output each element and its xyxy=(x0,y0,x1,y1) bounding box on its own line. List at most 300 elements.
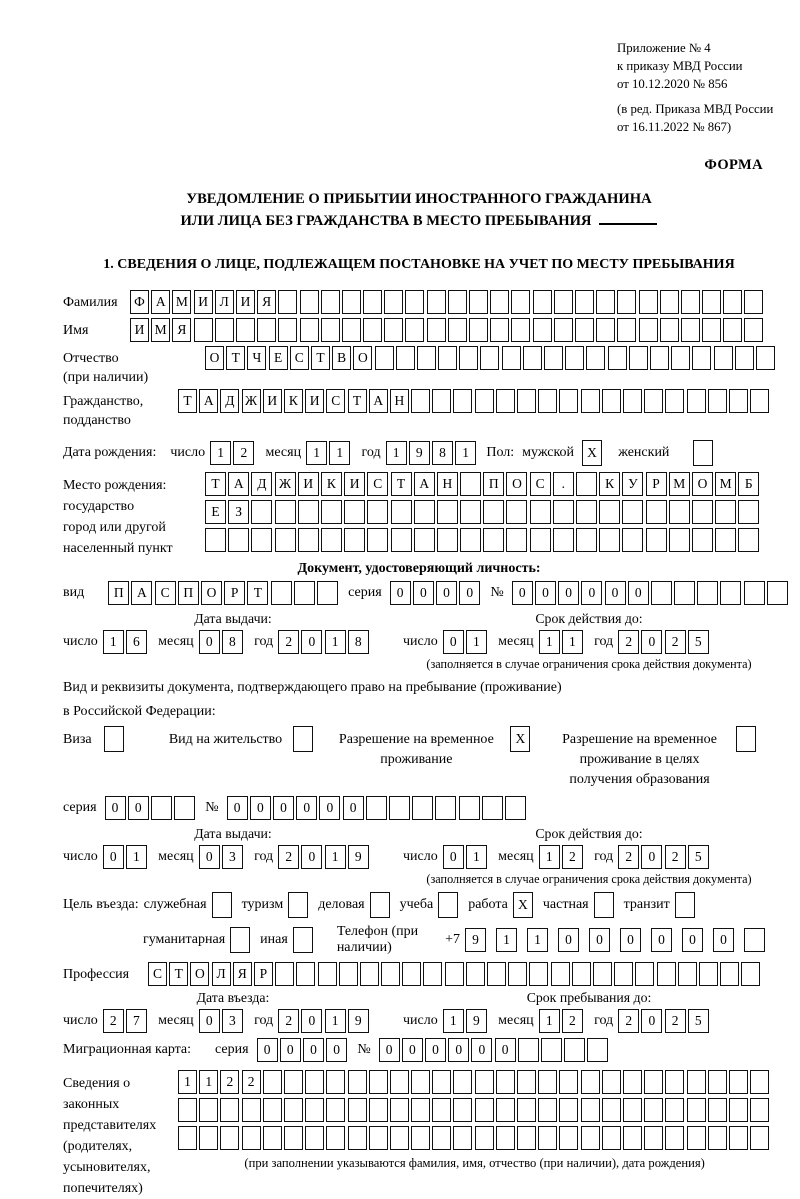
char-cell[interactable] xyxy=(483,528,504,552)
char-cell[interactable] xyxy=(411,389,430,413)
char-cell[interactable]: А xyxy=(228,472,249,496)
char-cell[interactable] xyxy=(432,1126,451,1150)
birthplace-row2-cells[interactable] xyxy=(205,500,762,524)
char-cell[interactable]: Т xyxy=(391,472,412,496)
char-cell[interactable] xyxy=(405,318,424,342)
char-cell[interactable] xyxy=(559,1098,578,1122)
char-cell[interactable]: К xyxy=(321,472,342,496)
char-cell[interactable]: 0 xyxy=(402,1038,423,1062)
char-cell[interactable] xyxy=(553,500,574,524)
char-cell[interactable]: 6 xyxy=(126,630,147,654)
char-cell[interactable]: К xyxy=(599,472,620,496)
doc-number-cells[interactable] xyxy=(512,581,790,605)
purpose-work-checkbox[interactable]: X xyxy=(513,892,533,918)
char-cell[interactable] xyxy=(437,500,458,524)
char-cell[interactable] xyxy=(284,1098,303,1122)
char-cell[interactable] xyxy=(697,581,718,605)
char-cell[interactable] xyxy=(496,1098,515,1122)
char-cell[interactable] xyxy=(502,346,521,370)
char-cell[interactable]: 0 xyxy=(105,796,126,820)
char-cell[interactable]: Д xyxy=(220,389,239,413)
char-cell[interactable] xyxy=(576,500,597,524)
char-cell[interactable] xyxy=(692,346,711,370)
char-cell[interactable]: И xyxy=(130,318,149,342)
char-cell[interactable] xyxy=(692,500,713,524)
char-cell[interactable]: 0 xyxy=(280,1038,301,1062)
birthplace-row3-cells[interactable] xyxy=(205,528,762,552)
char-cell[interactable] xyxy=(575,290,594,314)
purpose-private-checkbox[interactable] xyxy=(594,892,614,918)
purpose-tourism-checkbox[interactable] xyxy=(288,892,308,918)
char-cell[interactable] xyxy=(411,1126,430,1150)
char-cell[interactable] xyxy=(414,500,435,524)
char-cell[interactable] xyxy=(617,290,636,314)
char-cell[interactable] xyxy=(305,1098,324,1122)
char-cell[interactable] xyxy=(348,1098,367,1122)
char-cell[interactable] xyxy=(639,318,658,342)
char-cell[interactable] xyxy=(369,1070,388,1094)
char-cell[interactable]: 0 xyxy=(103,845,124,869)
char-cell[interactable] xyxy=(194,318,213,342)
char-cell[interactable] xyxy=(263,1070,282,1094)
char-cell[interactable]: О xyxy=(205,346,224,370)
char-cell[interactable]: 0 xyxy=(620,928,641,952)
char-cell[interactable]: 0 xyxy=(303,1038,324,1062)
char-cell[interactable] xyxy=(617,318,636,342)
char-cell[interactable] xyxy=(622,500,643,524)
char-cell[interactable] xyxy=(496,389,515,413)
char-cell[interactable] xyxy=(391,528,412,552)
char-cell[interactable]: 1 xyxy=(306,441,327,465)
char-cell[interactable]: И xyxy=(344,472,365,496)
char-cell[interactable]: 1 xyxy=(562,630,583,654)
char-cell[interactable] xyxy=(390,1126,409,1150)
char-cell[interactable] xyxy=(665,1098,684,1122)
char-cell[interactable]: 2 xyxy=(278,630,299,654)
char-cell[interactable] xyxy=(390,1070,409,1094)
char-cell[interactable]: 0 xyxy=(641,630,662,654)
char-cell[interactable] xyxy=(391,500,412,524)
char-cell[interactable]: М xyxy=(172,290,191,314)
char-cell[interactable] xyxy=(271,581,292,605)
char-cell[interactable]: 2 xyxy=(103,1009,124,1033)
char-cell[interactable]: 0 xyxy=(273,796,294,820)
res-issue-year-cells[interactable] xyxy=(278,845,371,869)
char-cell[interactable]: 8 xyxy=(432,441,453,465)
char-cell[interactable] xyxy=(469,290,488,314)
residence-series-cells[interactable] xyxy=(105,796,198,820)
char-cell[interactable] xyxy=(453,1070,472,1094)
char-cell[interactable] xyxy=(460,472,481,496)
char-cell[interactable]: 0 xyxy=(512,581,533,605)
char-cell[interactable] xyxy=(344,500,365,524)
char-cell[interactable]: 0 xyxy=(605,581,626,605)
char-cell[interactable]: О xyxy=(506,472,527,496)
char-cell[interactable] xyxy=(363,290,382,314)
char-cell[interactable]: 0 xyxy=(319,796,340,820)
char-cell[interactable] xyxy=(318,962,337,986)
char-cell[interactable] xyxy=(750,389,769,413)
purpose-other-checkbox[interactable] xyxy=(293,927,313,953)
char-cell[interactable]: 2 xyxy=(278,1009,299,1033)
char-cell[interactable] xyxy=(437,528,458,552)
char-cell[interactable]: О xyxy=(201,581,222,605)
char-cell[interactable] xyxy=(339,962,358,986)
char-cell[interactable] xyxy=(702,318,721,342)
char-cell[interactable] xyxy=(602,1126,621,1150)
char-cell[interactable] xyxy=(599,528,620,552)
migration-number-cells[interactable] xyxy=(379,1038,611,1062)
char-cell[interactable] xyxy=(263,1098,282,1122)
char-cell[interactable] xyxy=(623,1070,642,1094)
representatives-row2-cells[interactable] xyxy=(178,1098,771,1122)
purpose-commercial-checkbox[interactable] xyxy=(370,892,390,918)
temp-residence-education-checkbox[interactable] xyxy=(736,726,756,752)
char-cell[interactable] xyxy=(699,962,718,986)
char-cell[interactable] xyxy=(151,796,172,820)
char-cell[interactable] xyxy=(530,528,551,552)
char-cell[interactable] xyxy=(411,1098,430,1122)
char-cell[interactable]: 0 xyxy=(199,1009,220,1033)
char-cell[interactable] xyxy=(644,1070,663,1094)
char-cell[interactable]: 9 xyxy=(409,441,430,465)
char-cell[interactable] xyxy=(559,1126,578,1150)
char-cell[interactable] xyxy=(596,318,615,342)
char-cell[interactable] xyxy=(714,346,733,370)
birth-year-cells[interactable] xyxy=(386,441,479,465)
char-cell[interactable]: А xyxy=(151,290,170,314)
char-cell[interactable] xyxy=(523,346,542,370)
char-cell[interactable] xyxy=(342,290,361,314)
char-cell[interactable] xyxy=(305,1126,324,1150)
char-cell[interactable] xyxy=(367,500,388,524)
char-cell[interactable] xyxy=(411,1070,430,1094)
char-cell[interactable]: 2 xyxy=(562,845,583,869)
char-cell[interactable]: Н xyxy=(437,472,458,496)
char-cell[interactable] xyxy=(298,528,319,552)
char-cell[interactable] xyxy=(687,389,706,413)
char-cell[interactable]: 1 xyxy=(527,928,548,952)
char-cell[interactable]: А xyxy=(131,581,152,605)
char-cell[interactable] xyxy=(702,290,721,314)
char-cell[interactable] xyxy=(257,318,276,342)
migration-series-cells[interactable] xyxy=(257,1038,350,1062)
char-cell[interactable]: 1 xyxy=(178,1070,197,1094)
char-cell[interactable] xyxy=(242,1098,261,1122)
char-cell[interactable]: Ж xyxy=(242,389,261,413)
char-cell[interactable] xyxy=(708,389,727,413)
entry-day-cells[interactable] xyxy=(103,1009,149,1033)
char-cell[interactable]: 0 xyxy=(558,928,579,952)
char-cell[interactable] xyxy=(723,290,742,314)
char-cell[interactable] xyxy=(381,962,400,986)
phone-cells[interactable] xyxy=(465,928,775,952)
char-cell[interactable] xyxy=(438,346,457,370)
res-issue-day-cells[interactable] xyxy=(103,845,149,869)
char-cell[interactable] xyxy=(475,1126,494,1150)
char-cell[interactable]: 0 xyxy=(390,581,411,605)
char-cell[interactable] xyxy=(729,1126,748,1150)
char-cell[interactable]: О xyxy=(692,472,713,496)
char-cell[interactable] xyxy=(533,318,552,342)
char-cell[interactable] xyxy=(220,1126,239,1150)
char-cell[interactable] xyxy=(263,1126,282,1150)
char-cell[interactable] xyxy=(298,500,319,524)
char-cell[interactable] xyxy=(559,1070,578,1094)
char-cell[interactable] xyxy=(326,1070,345,1094)
res-valid-year-cells[interactable] xyxy=(618,845,711,869)
char-cell[interactable]: Т xyxy=(247,581,268,605)
char-cell[interactable]: А xyxy=(369,389,388,413)
char-cell[interactable]: 1 xyxy=(466,845,487,869)
char-cell[interactable]: Р xyxy=(646,472,667,496)
char-cell[interactable] xyxy=(275,500,296,524)
char-cell[interactable] xyxy=(530,500,551,524)
char-cell[interactable] xyxy=(575,318,594,342)
purpose-transit-checkbox[interactable] xyxy=(675,892,695,918)
char-cell[interactable] xyxy=(496,1126,515,1150)
char-cell[interactable]: А xyxy=(199,389,218,413)
char-cell[interactable]: 0 xyxy=(199,845,220,869)
char-cell[interactable] xyxy=(644,1098,663,1122)
char-cell[interactable] xyxy=(396,346,415,370)
char-cell[interactable]: И xyxy=(263,389,282,413)
char-cell[interactable]: Я xyxy=(172,318,191,342)
char-cell[interactable]: 0 xyxy=(301,845,322,869)
valid-year-cells[interactable] xyxy=(618,630,711,654)
char-cell[interactable] xyxy=(639,290,658,314)
char-cell[interactable] xyxy=(581,1098,600,1122)
char-cell[interactable]: 2 xyxy=(665,845,686,869)
char-cell[interactable]: 0 xyxy=(682,928,703,952)
char-cell[interactable]: 0 xyxy=(443,845,464,869)
char-cell[interactable] xyxy=(284,1070,303,1094)
char-cell[interactable] xyxy=(205,528,226,552)
char-cell[interactable]: 1 xyxy=(325,1009,346,1033)
char-cell[interactable] xyxy=(278,318,297,342)
char-cell[interactable] xyxy=(660,290,679,314)
char-cell[interactable] xyxy=(657,962,676,986)
char-cell[interactable] xyxy=(369,1126,388,1150)
char-cell[interactable] xyxy=(622,528,643,552)
char-cell[interactable] xyxy=(614,962,633,986)
char-cell[interactable]: Я xyxy=(233,962,252,986)
char-cell[interactable] xyxy=(538,1126,557,1150)
char-cell[interactable] xyxy=(678,962,697,986)
char-cell[interactable]: 9 xyxy=(348,1009,369,1033)
char-cell[interactable] xyxy=(363,318,382,342)
char-cell[interactable] xyxy=(644,1126,663,1150)
char-cell[interactable] xyxy=(228,528,249,552)
char-cell[interactable] xyxy=(572,962,591,986)
char-cell[interactable] xyxy=(375,346,394,370)
char-cell[interactable]: 2 xyxy=(278,845,299,869)
char-cell[interactable] xyxy=(300,318,319,342)
char-cell[interactable] xyxy=(342,318,361,342)
char-cell[interactable] xyxy=(321,500,342,524)
char-cell[interactable]: В xyxy=(332,346,351,370)
char-cell[interactable]: 0 xyxy=(257,1038,278,1062)
char-cell[interactable] xyxy=(460,528,481,552)
char-cell[interactable] xyxy=(348,1126,367,1150)
char-cell[interactable]: С xyxy=(367,472,388,496)
char-cell[interactable] xyxy=(448,290,467,314)
char-cell[interactable] xyxy=(384,290,403,314)
char-cell[interactable] xyxy=(432,1070,451,1094)
char-cell[interactable] xyxy=(665,1126,684,1150)
char-cell[interactable] xyxy=(720,962,739,986)
char-cell[interactable]: 0 xyxy=(436,581,457,605)
char-cell[interactable] xyxy=(708,1070,727,1094)
char-cell[interactable]: Н xyxy=(390,389,409,413)
char-cell[interactable]: 1 xyxy=(466,630,487,654)
char-cell[interactable] xyxy=(738,500,759,524)
char-cell[interactable] xyxy=(432,1098,451,1122)
res-issue-month-cells[interactable] xyxy=(199,845,245,869)
char-cell[interactable] xyxy=(576,472,597,496)
char-cell[interactable] xyxy=(623,1126,642,1150)
char-cell[interactable]: Т xyxy=(205,472,226,496)
char-cell[interactable] xyxy=(275,528,296,552)
char-cell[interactable] xyxy=(453,389,472,413)
char-cell[interactable] xyxy=(360,962,379,986)
char-cell[interactable] xyxy=(506,500,527,524)
char-cell[interactable] xyxy=(178,1098,197,1122)
char-cell[interactable] xyxy=(674,581,695,605)
char-cell[interactable] xyxy=(296,962,315,986)
char-cell[interactable] xyxy=(445,962,464,986)
char-cell[interactable] xyxy=(480,346,499,370)
char-cell[interactable]: 2 xyxy=(562,1009,583,1033)
sex-female-checkbox[interactable] xyxy=(693,440,713,466)
char-cell[interactable] xyxy=(554,318,573,342)
char-cell[interactable] xyxy=(321,290,340,314)
char-cell[interactable]: 1 xyxy=(386,441,407,465)
char-cell[interactable]: Р xyxy=(224,581,245,605)
char-cell[interactable]: 0 xyxy=(379,1038,400,1062)
char-cell[interactable] xyxy=(511,318,530,342)
char-cell[interactable]: И xyxy=(305,389,324,413)
char-cell[interactable]: П xyxy=(483,472,504,496)
char-cell[interactable]: М xyxy=(151,318,170,342)
char-cell[interactable] xyxy=(738,528,759,552)
char-cell[interactable] xyxy=(586,346,605,370)
char-cell[interactable]: 0 xyxy=(199,630,220,654)
char-cell[interactable] xyxy=(423,962,442,986)
char-cell[interactable]: 2 xyxy=(233,441,254,465)
char-cell[interactable]: 0 xyxy=(495,1038,516,1062)
char-cell[interactable]: 1 xyxy=(126,845,147,869)
char-cell[interactable] xyxy=(490,318,509,342)
char-cell[interactable]: 2 xyxy=(220,1070,239,1094)
char-cell[interactable]: М xyxy=(669,472,690,496)
entry-year-cells[interactable] xyxy=(278,1009,371,1033)
char-cell[interactable]: И xyxy=(298,472,319,496)
char-cell[interactable]: 5 xyxy=(688,1009,709,1033)
char-cell[interactable] xyxy=(366,796,387,820)
char-cell[interactable] xyxy=(505,796,526,820)
char-cell[interactable] xyxy=(251,528,272,552)
char-cell[interactable]: 0 xyxy=(628,581,649,605)
char-cell[interactable]: И xyxy=(236,290,255,314)
char-cell[interactable]: З xyxy=(228,500,249,524)
char-cell[interactable]: 0 xyxy=(128,796,149,820)
char-cell[interactable]: 1 xyxy=(539,1009,560,1033)
char-cell[interactable]: 5 xyxy=(688,630,709,654)
char-cell[interactable] xyxy=(402,962,421,986)
char-cell[interactable] xyxy=(506,528,527,552)
char-cell[interactable] xyxy=(435,796,456,820)
char-cell[interactable] xyxy=(427,290,446,314)
char-cell[interactable] xyxy=(660,318,679,342)
char-cell[interactable] xyxy=(735,346,754,370)
char-cell[interactable] xyxy=(508,962,527,986)
char-cell[interactable]: 0 xyxy=(326,1038,347,1062)
char-cell[interactable] xyxy=(665,1070,684,1094)
char-cell[interactable] xyxy=(708,1098,727,1122)
char-cell[interactable] xyxy=(692,528,713,552)
birth-month-cells[interactable] xyxy=(306,441,352,465)
char-cell[interactable] xyxy=(646,528,667,552)
char-cell[interactable] xyxy=(284,1126,303,1150)
char-cell[interactable]: Е xyxy=(205,500,226,524)
char-cell[interactable]: 1 xyxy=(325,630,346,654)
char-cell[interactable]: . xyxy=(553,472,574,496)
char-cell[interactable] xyxy=(460,500,481,524)
char-cell[interactable]: У xyxy=(622,472,643,496)
char-cell[interactable] xyxy=(553,528,574,552)
char-cell[interactable]: 0 xyxy=(413,581,434,605)
valid-month-cells[interactable] xyxy=(539,630,585,654)
res-valid-day-cells[interactable] xyxy=(443,845,489,869)
char-cell[interactable]: Д xyxy=(251,472,272,496)
profession-cells[interactable] xyxy=(148,962,762,986)
stay-month-cells[interactable] xyxy=(539,1009,585,1033)
char-cell[interactable]: Р xyxy=(254,962,273,986)
char-cell[interactable] xyxy=(417,346,436,370)
char-cell[interactable] xyxy=(744,581,765,605)
char-cell[interactable]: Ж xyxy=(275,472,296,496)
char-cell[interactable] xyxy=(720,581,741,605)
char-cell[interactable] xyxy=(629,346,648,370)
char-cell[interactable] xyxy=(687,1098,706,1122)
char-cell[interactable] xyxy=(427,318,446,342)
surname-cells[interactable] xyxy=(130,290,766,314)
char-cell[interactable]: 8 xyxy=(348,630,369,654)
char-cell[interactable]: 5 xyxy=(688,845,709,869)
char-cell[interactable]: 0 xyxy=(301,630,322,654)
char-cell[interactable]: 0 xyxy=(343,796,364,820)
stay-year-cells[interactable] xyxy=(618,1009,711,1033)
char-cell[interactable] xyxy=(405,290,424,314)
char-cell[interactable] xyxy=(602,1070,621,1094)
char-cell[interactable]: И xyxy=(194,290,213,314)
char-cell[interactable] xyxy=(581,1070,600,1094)
char-cell[interactable]: 1 xyxy=(325,845,346,869)
char-cell[interactable] xyxy=(708,1126,727,1150)
char-cell[interactable] xyxy=(593,962,612,986)
char-cell[interactable] xyxy=(511,290,530,314)
char-cell[interactable] xyxy=(483,500,504,524)
char-cell[interactable]: 0 xyxy=(558,581,579,605)
char-cell[interactable] xyxy=(750,1126,769,1150)
char-cell[interactable]: П xyxy=(178,581,199,605)
char-cell[interactable] xyxy=(278,290,297,314)
sex-male-checkbox[interactable]: X xyxy=(582,440,602,466)
char-cell[interactable]: 9 xyxy=(466,1009,487,1033)
char-cell[interactable] xyxy=(529,962,548,986)
char-cell[interactable]: Б xyxy=(738,472,759,496)
